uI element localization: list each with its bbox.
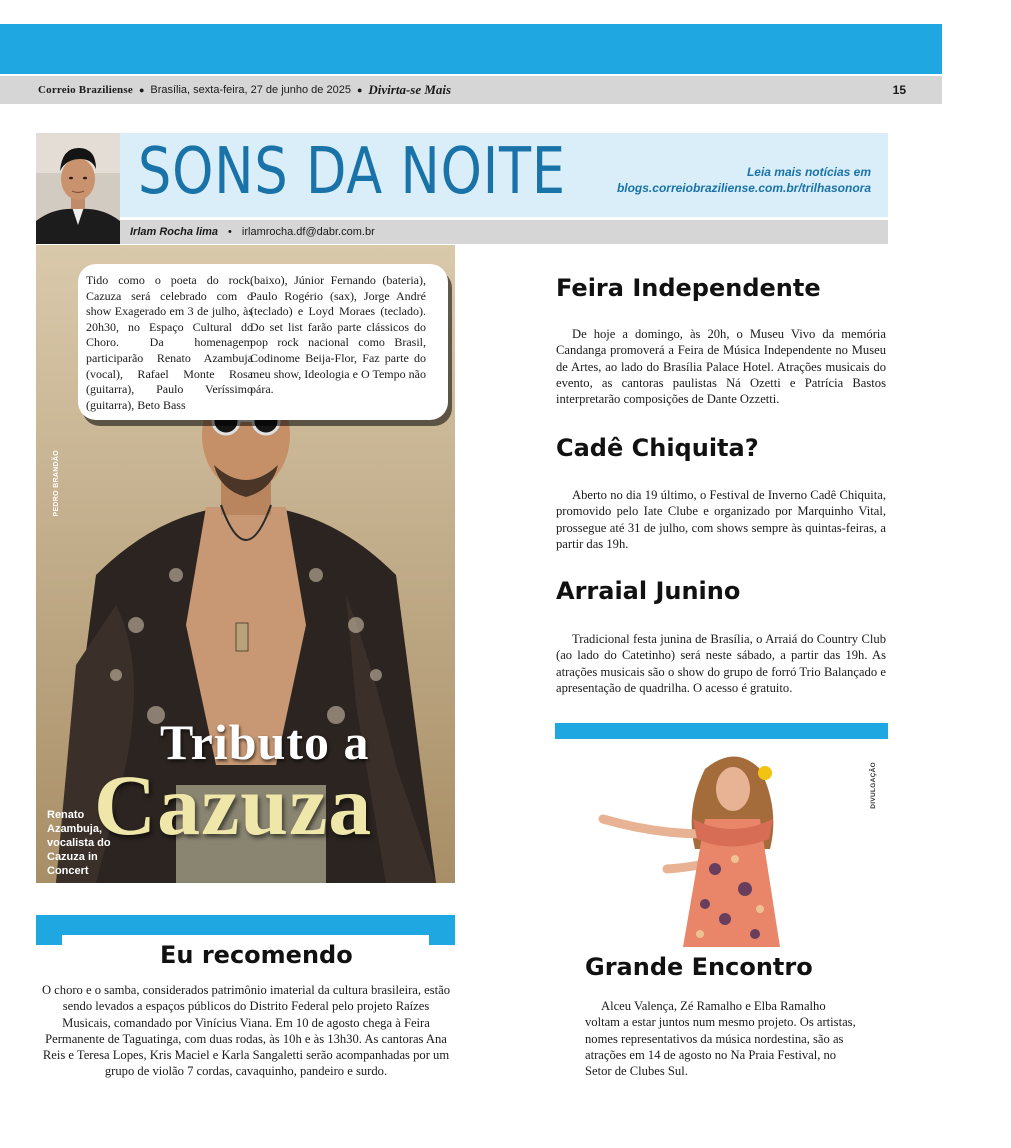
article-body	[556, 487, 886, 552]
byline-bar	[120, 220, 888, 244]
encontro-paragraph: Alceu Valença, Zé Ramalho e Elba Ramalho voltam a estar juntos num mesmo projeto. Os artistas, nomes representativos da música nordestina, são as atrações em 14 de agosto no Na Praia Festival, no Setor de Clubes Sul.	[585, 999, 856, 1079]
caption-line: vocalista do	[47, 837, 111, 849]
article-paragraph: Tradicional festa junina de Brasília, o Arraiá do Country Club (ao lado do Catetinho) será neste sábado, a partir das 19h. As atrações musicais são o show do grupo de forró Trio Balançado e apresentação de quadrilha. O acesso é gratuito.	[556, 632, 886, 695]
article-paragraph: De hoje a domingo, às 20h, o Museu Vivo da memória Candanga promoverá a Feira de Música Independente no Museu de Artes, ao lado do Brasília Palace Hotel. Atrações musicais do evento, as cantoras paulistas Ná Ozetti e Patrícia Bastos interpretarão composições de Dante Ozzetti.	[556, 327, 886, 407]
singer-photo	[555, 739, 888, 947]
top-color-band	[0, 24, 942, 74]
hero-title-line1: Tributo a	[160, 714, 370, 770]
photo-credit: PEDRO BRANDÃO	[53, 450, 60, 517]
article-headline: Cadê Chiquita?	[556, 434, 759, 462]
recommend-headline: Eu recomendo	[160, 941, 353, 969]
dateline: Brasília, sexta-feira, 27 de junho de 2025	[150, 84, 351, 96]
recommend-body: O choro e o samba, considerados patrimônio imaterial da cultura brasileira, estão sendo levados a espaços públicos do Distrito Federal pelo projeto Raízes Musicais, comandado por Vinícius Viana. Em 10 de agosto chega à Feira Permanente de Taguatinga, com duas rodas, às 10h e às 13h30. As cantoras Ana Reis e Teresa Lopes, Kris Maciel e Karla Sangaletti serão acompanhadas por um grupo de violão 7 cordas, cavaquinho, pandeiro e surdo.	[41, 983, 451, 1079]
hero-photo	[36, 245, 455, 883]
author-email[interactable]: irlamrocha.df@dabr.com.br	[241, 226, 375, 238]
bubble-text-right: (baixo), Júnior Fernando (bateria), Paulo Rogério (sax), Jorge André (teclado) e Loyd Moraes (teclado). Do set list farão parte clássicos do pop rock nacional como Brasil, Codinome Beija-Flor, Faz parte do meu show, Ideologia e O Tempo não pára.	[250, 273, 426, 397]
photo-credit: DIVULGAÇÃO	[870, 762, 877, 809]
hero-caption	[47, 808, 111, 878]
author-name: Irlam Rocha lima	[130, 226, 219, 238]
column-title: SONS DA NOITE	[138, 135, 566, 209]
hero-title-line2: Cazuza	[94, 757, 373, 853]
encontro-body	[585, 998, 863, 1079]
article-headline: Feira Independente	[556, 274, 821, 302]
masthead: Correio Braziliense	[38, 84, 133, 96]
encontro-headline: Grande Encontro	[585, 953, 813, 981]
section-name: Divirta-se Mais	[368, 82, 452, 97]
author-photo	[36, 133, 120, 244]
blog-link[interactable]: blogs.correiobraziliense.com.br/trilhasonora	[616, 181, 871, 195]
separator-dot: ●	[356, 85, 363, 95]
article-headline: Arraial Junino	[556, 577, 741, 605]
article-paragraph: Aberto no dia 19 último, o Festival de Inverno Cadê Chiquita, promovido pelo Iate Clube e organizado por Marquinho Vital, prossegue até 31 de julho, com shows sempre às quintas-feiras, a partir das 19h.	[556, 488, 886, 551]
caption-line: Cazuza in	[47, 851, 98, 863]
hero-text-bubble	[78, 264, 448, 420]
byline-separator: •	[228, 226, 232, 238]
article-body	[556, 631, 886, 696]
blog-note	[617, 164, 871, 196]
caption-line: Azambuja,	[47, 823, 103, 835]
caption-line: Concert	[47, 865, 89, 877]
bubble-text-left: Tido como o poeta do rock, Cazuza será celebrado com o show Exagerado em 3 de julho, às 20h30, no Espaço Cultural do Choro. Da homenagem participarão Renato Azambuja (vocal), Rafael Monte Rosa (guitarra), Paulo Veríssimo (guitarra), Beto Bass	[86, 273, 253, 412]
blog-note-label: Leia mais notícias em	[746, 165, 871, 179]
article-body	[556, 326, 886, 407]
caption-line: Renato	[47, 809, 85, 821]
page-number: 15	[892, 83, 906, 97]
separator-dot: ●	[138, 85, 145, 95]
page-header-strip	[0, 76, 942, 104]
